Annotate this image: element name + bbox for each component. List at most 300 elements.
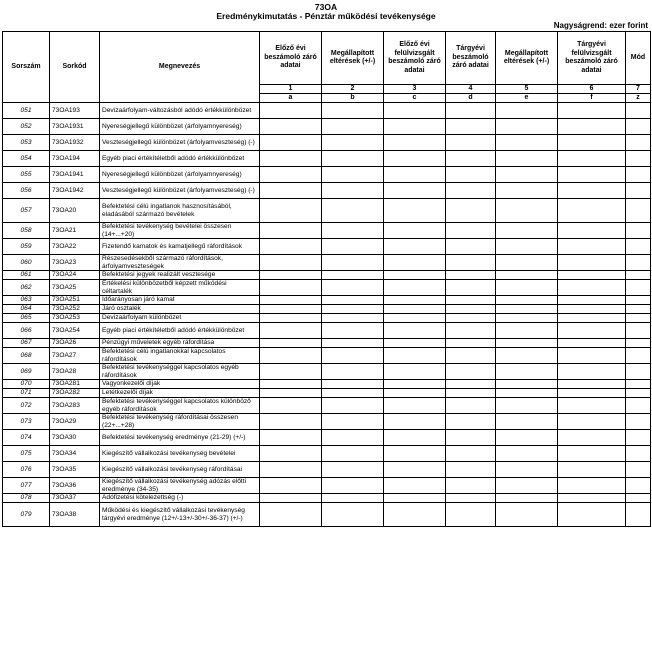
- value-cell-col-6[interactable]: [558, 446, 626, 462]
- row-number: 067: [3, 339, 50, 348]
- row-description: Adófizetési kötelezettség (-): [100, 494, 260, 503]
- value-cell-col-6[interactable]: [558, 430, 626, 446]
- value-cell-col-1[interactable]: [260, 494, 322, 503]
- value-cell-col-3[interactable]: [384, 271, 446, 280]
- value-cell-col-3[interactable]: [384, 135, 446, 151]
- value-cell-col-6[interactable]: [558, 167, 626, 183]
- value-cell-col-7[interactable]: [626, 296, 651, 305]
- value-cell-col-7[interactable]: [626, 119, 651, 135]
- row-number: 077: [3, 478, 50, 494]
- value-cell-col-6[interactable]: [558, 151, 626, 167]
- value-cell-col-2[interactable]: [322, 314, 384, 323]
- value-cell-col-4[interactable]: [446, 339, 496, 348]
- value-cell-col-3[interactable]: [384, 446, 446, 462]
- table-row: [3, 323, 651, 339]
- row-code: 73OA251: [50, 296, 100, 305]
- value-cell-col-2[interactable]: [322, 323, 384, 339]
- value-cell-col-1[interactable]: [260, 348, 322, 364]
- value-cell-col-5[interactable]: [496, 478, 558, 494]
- value-cell-col-7[interactable]: [626, 389, 651, 398]
- value-cell-col-3[interactable]: [384, 255, 446, 271]
- row-number: 062: [3, 280, 50, 296]
- row-description: Működési és kiegészítő vállalkozási tevékenység tárgyévi eredménye (12+/-13+/-30+/-36-37) (+/-): [100, 503, 260, 527]
- row-code: 73OA38: [50, 503, 100, 527]
- value-cell-col-4[interactable]: [446, 462, 496, 478]
- column-letter: a: [260, 94, 322, 103]
- value-cell-col-3[interactable]: [384, 296, 446, 305]
- column-number: 4: [446, 85, 496, 94]
- row-number: 069: [3, 364, 50, 380]
- value-cell-col-6[interactable]: [558, 494, 626, 503]
- value-cell-col-4[interactable]: [446, 255, 496, 271]
- value-cell-col-5[interactable]: [496, 494, 558, 503]
- value-cell-col-4[interactable]: [446, 503, 496, 527]
- table-row: [3, 462, 651, 478]
- row-code: 73OA281: [50, 380, 100, 389]
- col-header-3: Előző évi felülvizsgált beszámoló záró adatai: [384, 32, 446, 85]
- value-cell-col-4[interactable]: [446, 103, 496, 119]
- value-cell-col-7[interactable]: [626, 414, 651, 430]
- value-cell-col-3[interactable]: [384, 348, 446, 364]
- value-cell-col-6[interactable]: [558, 339, 626, 348]
- value-cell-col-2[interactable]: [322, 151, 384, 167]
- row-code: 73OA193: [50, 103, 100, 119]
- value-cell-col-6[interactable]: [558, 296, 626, 305]
- value-cell-col-2[interactable]: [322, 199, 384, 223]
- row-description: Befektetési célú ingatlanokkal kapcsolatos ráfordítások: [100, 348, 260, 364]
- value-cell-col-7[interactable]: [626, 255, 651, 271]
- table-row: [3, 314, 651, 323]
- value-cell-col-2[interactable]: [322, 462, 384, 478]
- value-cell-col-6[interactable]: [558, 389, 626, 398]
- column-number: 1: [260, 85, 322, 94]
- value-cell-col-2[interactable]: [322, 478, 384, 494]
- table-row: [3, 398, 651, 414]
- value-cell-col-2[interactable]: [322, 305, 384, 314]
- value-cell-col-2[interactable]: [322, 380, 384, 389]
- value-cell-col-1[interactable]: [260, 414, 322, 430]
- value-cell-col-1[interactable]: [260, 296, 322, 305]
- value-cell-col-2[interactable]: [322, 135, 384, 151]
- value-cell-col-5[interactable]: [496, 380, 558, 389]
- value-cell-col-5[interactable]: [496, 183, 558, 199]
- value-cell-col-2[interactable]: [322, 389, 384, 398]
- value-cell-col-2[interactable]: [322, 348, 384, 364]
- table-row: [3, 348, 651, 364]
- value-cell-col-4[interactable]: [446, 398, 496, 414]
- value-cell-col-3[interactable]: [384, 478, 446, 494]
- value-cell-col-5[interactable]: [496, 414, 558, 430]
- value-cell-col-5[interactable]: [496, 167, 558, 183]
- value-cell-col-4[interactable]: [446, 380, 496, 389]
- value-cell-col-2[interactable]: [322, 446, 384, 462]
- value-cell-col-7[interactable]: [626, 430, 651, 446]
- value-cell-col-3[interactable]: [384, 199, 446, 223]
- value-cell-col-6[interactable]: [558, 462, 626, 478]
- value-cell-col-5[interactable]: [496, 199, 558, 223]
- row-description: Kiegészítő vállalkozási tevékenység ráfordításai: [100, 462, 260, 478]
- table-row: [3, 199, 651, 223]
- value-cell-col-1[interactable]: [260, 135, 322, 151]
- value-cell-col-6[interactable]: [558, 314, 626, 323]
- value-cell-col-4[interactable]: [446, 167, 496, 183]
- value-cell-col-1[interactable]: [260, 478, 322, 494]
- row-description: Befektetési tevékenységgel kapcsolatos egyéb ráfordítások: [100, 364, 260, 380]
- table-row: [3, 255, 651, 271]
- report-table: [2, 31, 651, 527]
- row-code: 73OA22: [50, 239, 100, 255]
- row-number: 060: [3, 255, 50, 271]
- value-cell-col-5[interactable]: [496, 430, 558, 446]
- value-cell-col-4[interactable]: [446, 414, 496, 430]
- value-cell-col-6[interactable]: [558, 135, 626, 151]
- value-cell-col-4[interactable]: [446, 323, 496, 339]
- value-cell-col-1[interactable]: [260, 389, 322, 398]
- row-description: Vagyonkezelői díjak: [100, 380, 260, 389]
- row-code: 73OA30: [50, 430, 100, 446]
- value-cell-col-1[interactable]: [260, 364, 322, 380]
- value-cell-col-7[interactable]: [626, 446, 651, 462]
- value-cell-col-7[interactable]: [626, 305, 651, 314]
- value-cell-col-7[interactable]: [626, 323, 651, 339]
- form-code-title: 73OA: [314, 2, 338, 12]
- value-cell-col-3[interactable]: [384, 462, 446, 478]
- value-cell-col-4[interactable]: [446, 183, 496, 199]
- row-number: 052: [3, 119, 50, 135]
- row-number: 075: [3, 446, 50, 462]
- value-cell-col-7[interactable]: [626, 398, 651, 414]
- value-cell-col-1[interactable]: [260, 314, 322, 323]
- row-number: 076: [3, 462, 50, 478]
- value-cell-col-7[interactable]: [626, 271, 651, 280]
- row-number: 068: [3, 348, 50, 364]
- value-cell-col-4[interactable]: [446, 223, 496, 239]
- value-cell-col-2[interactable]: [322, 494, 384, 503]
- row-number: 065: [3, 314, 50, 323]
- value-cell-col-7[interactable]: [626, 223, 651, 239]
- value-cell-col-5[interactable]: [496, 446, 558, 462]
- value-cell-col-7[interactable]: [626, 494, 651, 503]
- value-cell-col-6[interactable]: [558, 398, 626, 414]
- value-cell-col-7[interactable]: [626, 348, 651, 364]
- value-cell-col-4[interactable]: [446, 296, 496, 305]
- table-row: [3, 167, 651, 183]
- value-cell-col-6[interactable]: [558, 119, 626, 135]
- value-cell-col-3[interactable]: [384, 389, 446, 398]
- table-row: [3, 296, 651, 305]
- row-description: Részesedésekből származó ráfordítások, árfolyamveszteségek: [100, 255, 260, 271]
- value-cell-col-6[interactable]: [558, 103, 626, 119]
- value-cell-col-2[interactable]: [322, 119, 384, 135]
- row-code: 73OA35: [50, 462, 100, 478]
- value-cell-col-5[interactable]: [496, 462, 558, 478]
- value-cell-col-4[interactable]: [446, 478, 496, 494]
- value-cell-col-4[interactable]: [446, 135, 496, 151]
- col-header-sorszam: Sorszám: [3, 32, 50, 103]
- value-cell-col-7[interactable]: [626, 239, 651, 255]
- value-cell-col-5[interactable]: [496, 339, 558, 348]
- value-cell-col-4[interactable]: [446, 280, 496, 296]
- column-number: 2: [322, 85, 384, 94]
- value-cell-col-5[interactable]: [496, 119, 558, 135]
- value-cell-col-5[interactable]: [496, 348, 558, 364]
- value-cell-col-1[interactable]: [260, 305, 322, 314]
- value-cell-col-2[interactable]: [322, 223, 384, 239]
- value-cell-col-3[interactable]: [384, 239, 446, 255]
- value-cell-col-3[interactable]: [384, 430, 446, 446]
- value-cell-col-6[interactable]: [558, 271, 626, 280]
- value-cell-col-3[interactable]: [384, 305, 446, 314]
- value-cell-col-6[interactable]: [558, 239, 626, 255]
- value-cell-col-5[interactable]: [496, 271, 558, 280]
- value-cell-col-7[interactable]: [626, 199, 651, 223]
- value-cell-col-7[interactable]: [626, 314, 651, 323]
- value-cell-col-1[interactable]: [260, 446, 322, 462]
- value-cell-col-4[interactable]: [446, 446, 496, 462]
- value-cell-col-3[interactable]: [384, 183, 446, 199]
- column-number: 6: [558, 85, 626, 94]
- value-cell-col-6[interactable]: [558, 414, 626, 430]
- unit-label: Nagyságrend: ezer forint: [553, 21, 648, 30]
- row-number: 057: [3, 199, 50, 223]
- value-cell-col-5[interactable]: [496, 364, 558, 380]
- value-cell-col-7[interactable]: [626, 135, 651, 151]
- value-cell-col-5[interactable]: [496, 323, 558, 339]
- row-description: Nyereségjellegű különbözet (árfolyamnyereség): [100, 119, 260, 135]
- value-cell-col-3[interactable]: [384, 103, 446, 119]
- value-cell-col-1[interactable]: [260, 255, 322, 271]
- row-description: Nyereségjellegű különbözet (árfolyamnyereség): [100, 167, 260, 183]
- row-number: 066: [3, 323, 50, 339]
- row-description: Időarányosan járó kamat: [100, 296, 260, 305]
- value-cell-col-1[interactable]: [260, 380, 322, 389]
- value-cell-col-2[interactable]: [322, 430, 384, 446]
- row-description: Pénzügyi műveletek egyéb ráfordítása: [100, 339, 260, 348]
- column-number: 5: [496, 85, 558, 94]
- value-cell-col-3[interactable]: [384, 380, 446, 389]
- value-cell-col-4[interactable]: [446, 305, 496, 314]
- value-cell-col-2[interactable]: [322, 271, 384, 280]
- value-cell-col-1[interactable]: [260, 503, 322, 527]
- row-description: Egyéb piaci értékítéletből adódó értékkülönbözet: [100, 151, 260, 167]
- value-cell-col-3[interactable]: [384, 339, 446, 348]
- value-cell-col-4[interactable]: [446, 430, 496, 446]
- value-cell-col-7[interactable]: [626, 167, 651, 183]
- value-cell-col-1[interactable]: [260, 239, 322, 255]
- value-cell-col-3[interactable]: [384, 503, 446, 527]
- row-description: Járó osztalék: [100, 305, 260, 314]
- table-row: [3, 380, 651, 389]
- value-cell-col-5[interactable]: [496, 103, 558, 119]
- table-row: [3, 478, 651, 494]
- value-cell-col-4[interactable]: [446, 151, 496, 167]
- row-code: 73OA1941: [50, 167, 100, 183]
- table-row: [3, 494, 651, 503]
- value-cell-col-7[interactable]: [626, 103, 651, 119]
- value-cell-col-6[interactable]: [558, 323, 626, 339]
- value-cell-col-5[interactable]: [496, 296, 558, 305]
- value-cell-col-1[interactable]: [260, 430, 322, 446]
- value-cell-col-6[interactable]: [558, 183, 626, 199]
- value-cell-col-1[interactable]: [260, 398, 322, 414]
- col-header-6: Tárgyévi felülvizsgált beszámoló záró adatai: [558, 32, 626, 85]
- value-cell-col-7[interactable]: [626, 364, 651, 380]
- row-description: Befektetési célú ingatlanok hasznosításából, eladásából származó bevételek: [100, 199, 260, 223]
- row-code: 73OA283: [50, 398, 100, 414]
- value-cell-col-7[interactable]: [626, 462, 651, 478]
- value-cell-col-1[interactable]: [260, 167, 322, 183]
- value-cell-col-1[interactable]: [260, 119, 322, 135]
- value-cell-col-6[interactable]: [558, 478, 626, 494]
- table-row: [3, 271, 651, 280]
- value-cell-col-5[interactable]: [496, 151, 558, 167]
- value-cell-col-6[interactable]: [558, 305, 626, 314]
- table-row: [3, 119, 651, 135]
- value-cell-col-3[interactable]: [384, 364, 446, 380]
- value-cell-col-7[interactable]: [626, 380, 651, 389]
- value-cell-col-3[interactable]: [384, 494, 446, 503]
- value-cell-col-4[interactable]: [446, 348, 496, 364]
- value-cell-col-2[interactable]: [322, 339, 384, 348]
- value-cell-col-2[interactable]: [322, 255, 384, 271]
- value-cell-col-4[interactable]: [446, 364, 496, 380]
- col-header-1: Előző évi beszámoló záró adatai: [260, 32, 322, 85]
- column-number: 3: [384, 85, 446, 94]
- value-cell-col-7[interactable]: [626, 339, 651, 348]
- row-description: Fizetendő kamatok és kamatjellegű ráfordítások: [100, 239, 260, 255]
- table-row: [3, 430, 651, 446]
- value-cell-col-6[interactable]: [558, 199, 626, 223]
- table-row: [3, 305, 651, 314]
- value-cell-col-3[interactable]: [384, 151, 446, 167]
- value-cell-col-6[interactable]: [558, 503, 626, 527]
- value-cell-col-5[interactable]: [496, 305, 558, 314]
- row-code: 73OA29: [50, 414, 100, 430]
- value-cell-col-7[interactable]: [626, 478, 651, 494]
- value-cell-col-3[interactable]: [384, 323, 446, 339]
- value-cell-col-2[interactable]: [322, 280, 384, 296]
- value-cell-col-6[interactable]: [558, 364, 626, 380]
- value-cell-col-1[interactable]: [260, 103, 322, 119]
- value-cell-col-5[interactable]: [496, 135, 558, 151]
- value-cell-col-2[interactable]: [322, 239, 384, 255]
- value-cell-col-5[interactable]: [496, 239, 558, 255]
- row-description: Letétkezelői díjak: [100, 389, 260, 398]
- value-cell-col-2[interactable]: [322, 364, 384, 380]
- value-cell-col-1[interactable]: [260, 151, 322, 167]
- value-cell-col-7[interactable]: [626, 151, 651, 167]
- table-row: [3, 183, 651, 199]
- value-cell-col-1[interactable]: [260, 462, 322, 478]
- value-cell-col-4[interactable]: [446, 199, 496, 223]
- value-cell-col-1[interactable]: [260, 280, 322, 296]
- value-cell-col-4[interactable]: [446, 239, 496, 255]
- value-cell-col-1[interactable]: [260, 183, 322, 199]
- column-letter: f: [558, 94, 626, 103]
- row-description: Devizaárfolyam különbözet: [100, 314, 260, 323]
- value-cell-col-1[interactable]: [260, 199, 322, 223]
- value-cell-col-2[interactable]: [322, 103, 384, 119]
- value-cell-col-3[interactable]: [384, 280, 446, 296]
- value-cell-col-4[interactable]: [446, 494, 496, 503]
- value-cell-col-3[interactable]: [384, 414, 446, 430]
- value-cell-col-7[interactable]: [626, 503, 651, 527]
- value-cell-col-5[interactable]: [496, 223, 558, 239]
- value-cell-col-3[interactable]: [384, 119, 446, 135]
- row-description: Egyéb piaci értékítéletből adódó értékkülönbözet: [100, 323, 260, 339]
- value-cell-col-4[interactable]: [446, 314, 496, 323]
- col-header-7: Mód: [626, 32, 651, 85]
- row-code: 73OA36: [50, 478, 100, 494]
- row-number: 058: [3, 223, 50, 239]
- row-description: Kiegészítő vállalkozási tevékenység bevételei: [100, 446, 260, 462]
- value-cell-col-1[interactable]: [260, 323, 322, 339]
- row-code: 73OA1931: [50, 119, 100, 135]
- value-cell-col-7[interactable]: [626, 183, 651, 199]
- value-cell-col-5[interactable]: [496, 255, 558, 271]
- value-cell-col-1[interactable]: [260, 339, 322, 348]
- column-letter: d: [446, 94, 496, 103]
- value-cell-col-6[interactable]: [558, 348, 626, 364]
- column-letter: z: [626, 94, 651, 103]
- value-cell-col-5[interactable]: [496, 389, 558, 398]
- value-cell-col-2[interactable]: [322, 414, 384, 430]
- row-number: 074: [3, 430, 50, 446]
- row-code: 73OA28: [50, 364, 100, 380]
- row-code: 73OA21: [50, 223, 100, 239]
- row-number: 059: [3, 239, 50, 255]
- table-row: [3, 364, 651, 380]
- row-code: 73OA24: [50, 271, 100, 280]
- column-letter: c: [384, 94, 446, 103]
- report-subtitle: Eredménykimutatás - Pénztár működési tevékenysége: [216, 11, 436, 21]
- value-cell-col-2[interactable]: [322, 167, 384, 183]
- value-cell-col-3[interactable]: [384, 167, 446, 183]
- value-cell-col-6[interactable]: [558, 255, 626, 271]
- value-cell-col-6[interactable]: [558, 280, 626, 296]
- value-cell-col-2[interactable]: [322, 183, 384, 199]
- row-code: 73OA282: [50, 389, 100, 398]
- value-cell-col-3[interactable]: [384, 398, 446, 414]
- value-cell-col-4[interactable]: [446, 271, 496, 280]
- table-row: [3, 389, 651, 398]
- table-row: [3, 135, 651, 151]
- value-cell-col-1[interactable]: [260, 271, 322, 280]
- value-cell-col-6[interactable]: [558, 223, 626, 239]
- value-cell-col-5[interactable]: [496, 503, 558, 527]
- row-number: 071: [3, 389, 50, 398]
- value-cell-col-7[interactable]: [626, 280, 651, 296]
- value-cell-col-1[interactable]: [260, 223, 322, 239]
- value-cell-col-2[interactable]: [322, 296, 384, 305]
- value-cell-col-6[interactable]: [558, 380, 626, 389]
- value-cell-col-4[interactable]: [446, 119, 496, 135]
- row-number: 064: [3, 305, 50, 314]
- table-row: [3, 414, 651, 430]
- value-cell-col-3[interactable]: [384, 223, 446, 239]
- value-cell-col-2[interactable]: [322, 398, 384, 414]
- value-cell-col-4[interactable]: [446, 389, 496, 398]
- value-cell-col-5[interactable]: [496, 280, 558, 296]
- row-code: 73OA25: [50, 280, 100, 296]
- value-cell-col-5[interactable]: [496, 398, 558, 414]
- value-cell-col-2[interactable]: [322, 503, 384, 527]
- col-header-megnevezes: Megnevezés: [100, 32, 260, 103]
- row-number: 051: [3, 103, 50, 119]
- row-description: Befektetési tevékenység bevételei összesen (14+...+20): [100, 223, 260, 239]
- value-cell-col-5[interactable]: [496, 314, 558, 323]
- value-cell-col-3[interactable]: [384, 314, 446, 323]
